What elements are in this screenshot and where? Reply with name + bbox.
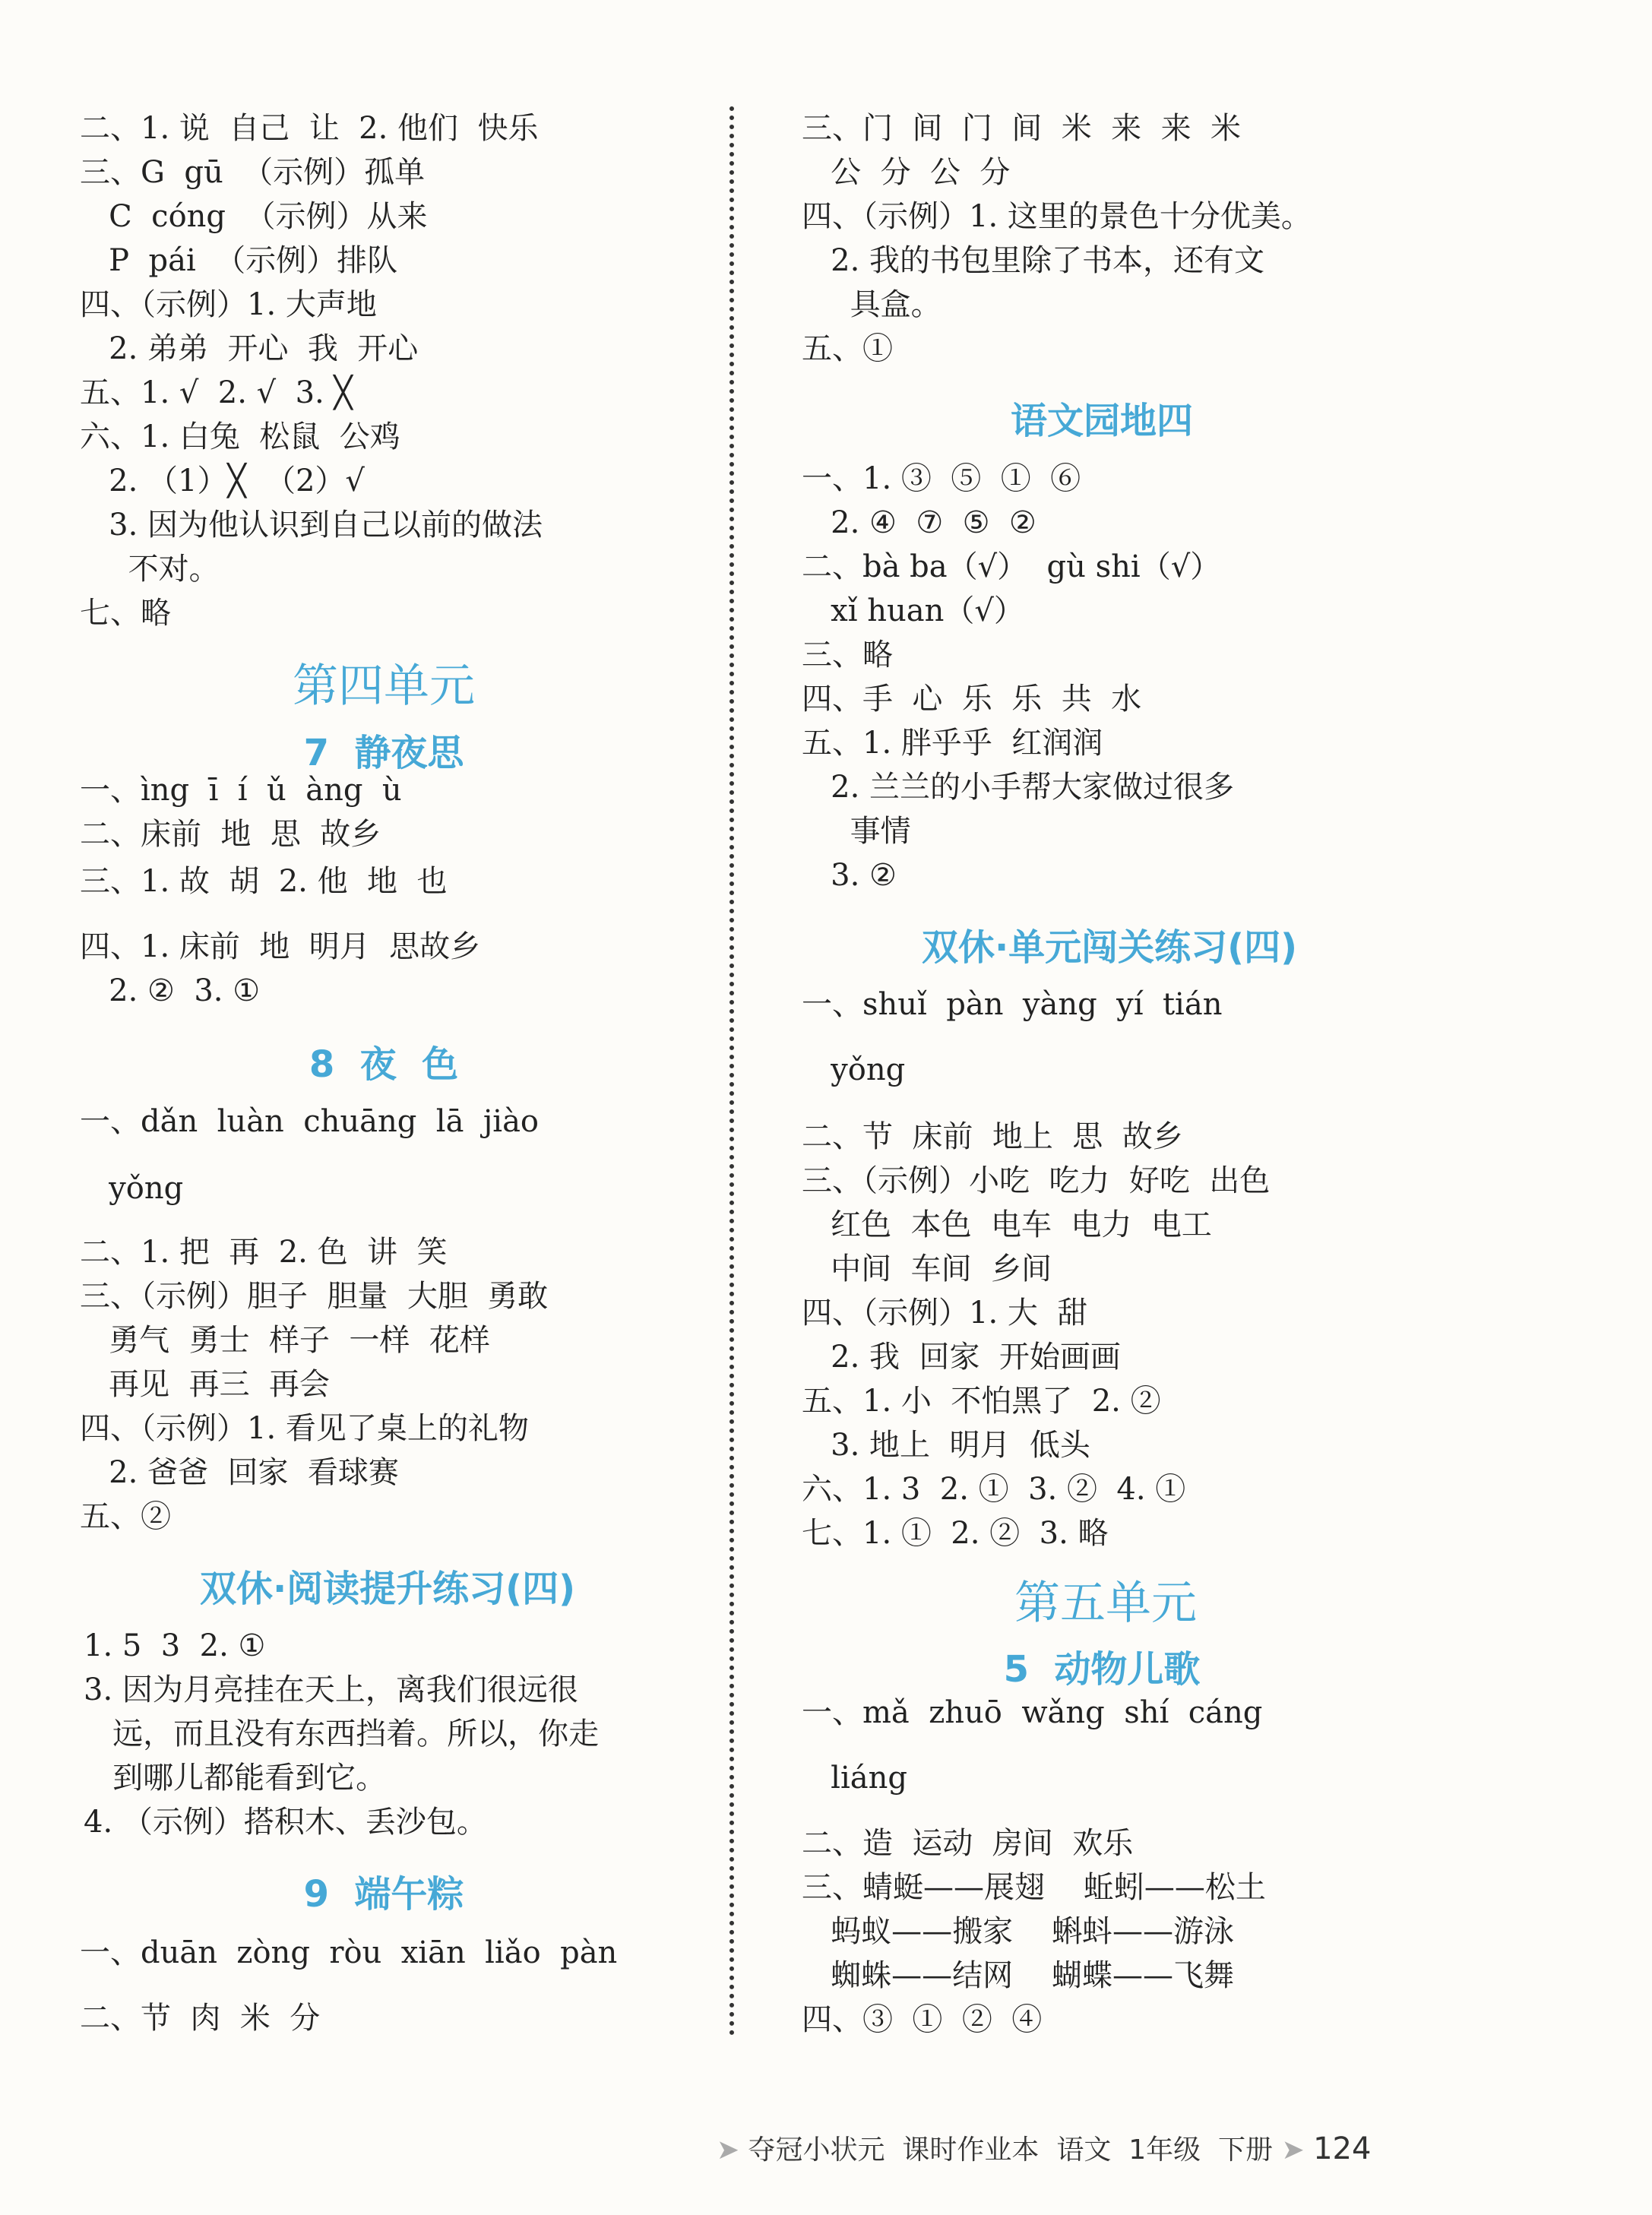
answer-line: 三、略 xyxy=(802,638,893,672)
answer-line: 二、bà ba（√） gù shi（√） xyxy=(802,549,1221,584)
answer-line: 2. ② 3. ① xyxy=(80,973,261,1008)
arrow-icon: ➤ xyxy=(1273,2134,1314,2166)
answer-line: 2. 兰兰的小手帮大家做过很多 xyxy=(802,770,1235,805)
answer-line: 一、duān zòng ròu xiān liǎo pàn xyxy=(80,1935,618,1970)
subject: 语文 xyxy=(1056,2134,1112,2166)
answer-line: 六、1. 3 2. ① 3. ② 4. ① xyxy=(802,1472,1186,1507)
answer-line: 四、③ ① ② ④ xyxy=(802,2002,1043,2037)
answer-line: 六、1. 白兔 松鼠 公鸡 xyxy=(80,419,400,454)
page-number: 124 xyxy=(1313,2131,1372,2166)
answer-line: 五、1. √ 2. √ 3. ╳ xyxy=(80,375,353,410)
answer-line: 2. 弟弟 开心 我 开心 xyxy=(80,331,419,366)
brand: 夺冠小状元 xyxy=(748,2134,885,2166)
answer-line: 不对。 xyxy=(80,552,220,587)
answer-line: 一、shuǐ pàn yàng yí tián xyxy=(802,987,1223,1022)
answer-line: 三、G gū （示例）孤单 xyxy=(80,155,426,190)
answer-line: 四、手 心 乐 乐 共 水 xyxy=(802,682,1142,717)
answer-line: 2. （1）╳ （2）√ xyxy=(80,464,365,498)
answer-line: 3. 地上 明月 低头 xyxy=(802,1428,1090,1463)
answer-line: liáng xyxy=(802,1761,907,1796)
answer-line: 二、1. 说 自己 让 2. 他们 快乐 xyxy=(80,111,539,146)
answer-line: yǒng xyxy=(80,1171,184,1206)
answer-line: 到哪儿都能看到它。 xyxy=(84,1761,387,1796)
arrow-icon: ➤ xyxy=(716,2134,748,2166)
answer-line: 远，而且没有东西挡着。所以，你走 xyxy=(84,1717,600,1751)
answer-line: 2. 我 回家 开始画画 xyxy=(802,1340,1121,1375)
answer-line: 四、（示例）1. 看见了桌上的礼物 xyxy=(80,1411,529,1446)
answer-line: 一、mǎ zhuō wǎng shí cáng xyxy=(802,1695,1263,1730)
unit-title: 第四单元 xyxy=(293,660,475,713)
answer-line: 一、1. ③ ⑤ ① ⑥ xyxy=(802,461,1081,496)
answer-line: 四、1. 床前 地 明月 思故乡 xyxy=(80,929,481,964)
section-title: 8 夜 色 xyxy=(309,1043,459,1086)
answer-line: 三、（示例）小吃 吃力 好吃 出色 xyxy=(802,1163,1271,1198)
answer-line: 1. 5 3 2. ① xyxy=(84,1628,266,1663)
answer-line: 二、床前 地 思 故乡 xyxy=(80,817,381,852)
answer-line: 二、节 床前 地上 思 故乡 xyxy=(802,1119,1183,1154)
grade: 1年级 xyxy=(1128,2134,1201,2166)
section-title: 双休·单元闯关练习(四) xyxy=(921,926,1298,969)
answer-line: P pái （示例）排队 xyxy=(80,243,398,278)
answer-line: 3. ② xyxy=(802,858,897,893)
answer-line: 再见 再三 再会 xyxy=(80,1367,331,1402)
answer-line: 二、造 运动 房间 欢乐 xyxy=(802,1826,1134,1861)
answer-line: 一、ìng ī í ǔ àng ù xyxy=(80,773,402,808)
answer-line: 2. ④ ⑦ ⑤ ② xyxy=(802,505,1036,540)
answer-line: 七、略 xyxy=(80,596,171,631)
answer-line: 一、dǎn luàn chuāng lā jiào xyxy=(80,1104,540,1139)
answer-line: xǐ huan（√） xyxy=(802,593,1024,628)
column-divider xyxy=(729,106,734,2036)
answer-line: 3. 因为他认识到自己以前的做法 xyxy=(80,508,543,543)
volume: 下册 xyxy=(1218,2134,1274,2166)
answer-line: 红色 本色 电车 电力 电工 xyxy=(802,1207,1212,1242)
answer-line: 公 分 公 分 xyxy=(802,155,1011,190)
unit-title: 第五单元 xyxy=(1014,1577,1197,1630)
answer-line: 五、① xyxy=(802,331,893,366)
answer-line: 蜘蛛——结网 蝴蝶——飞舞 xyxy=(802,1958,1235,1993)
answer-line: 中间 车间 乡间 xyxy=(802,1251,1052,1286)
section-title: 语文园地四 xyxy=(1010,400,1193,442)
section-title: 双休·阅读提升练习(四) xyxy=(199,1568,576,1610)
answer-line: 四、（示例）1. 大声地 xyxy=(80,287,377,322)
answer-line: 二、节 肉 米 分 xyxy=(80,2001,321,2036)
answer-line: yǒng xyxy=(802,1052,906,1087)
answer-line: 蚂蚁——搬家 蝌蚪——游泳 xyxy=(802,1914,1235,1949)
answer-line: 三、蜻蜓——展翅 蚯蚓——松土 xyxy=(802,1870,1266,1905)
answer-line: 四、（示例）1. 这里的景色十分优美。 xyxy=(802,199,1312,234)
book-title: 课时作业本 xyxy=(902,2134,1040,2166)
page-footer xyxy=(699,2097,1371,2167)
answer-line: 四、（示例）1. 大 甜 xyxy=(802,1296,1088,1331)
answer-line: 五、1. 胖乎乎 红润润 xyxy=(802,726,1103,761)
answer-line: 五、② xyxy=(80,1499,171,1534)
answer-line: 3. 因为月亮挂在天上，离我们很远很 xyxy=(84,1672,578,1707)
answer-line: 三、1. 故 胡 2. 他 地 也 xyxy=(80,864,448,899)
answer-line: 4. （示例）搭积木、丢沙包。 xyxy=(84,1805,487,1840)
answer-line: 2. 爸爸 回家 看球赛 xyxy=(80,1455,399,1490)
answer-line: 事情 xyxy=(802,814,911,849)
section-title: 7 静夜思 xyxy=(303,732,464,774)
answer-line: C cóng （示例）从来 xyxy=(80,199,428,234)
answer-line: 具盒。 xyxy=(802,287,942,322)
answer-line: 三、门 间 门 间 米 来 来 米 xyxy=(802,111,1242,146)
answer-line: 2. 我的书包里除了书本，还有文 xyxy=(802,243,1265,278)
answer-line: 五、1. 小 不怕黑了 2. ② xyxy=(802,1384,1161,1419)
answer-line: 二、1. 把 再 2. 色 讲 笑 xyxy=(80,1235,448,1270)
section-title: 9 端午粽 xyxy=(303,1873,464,1916)
answer-line: 七、1. ① 2. ② 3. 略 xyxy=(802,1516,1109,1551)
answer-line: 三、（示例）胆子 胆量 大胆 勇敢 xyxy=(80,1279,549,1314)
section-title: 5 动物儿歌 xyxy=(1003,1648,1201,1691)
answer-line: 勇气 勇士 样子 一样 花样 xyxy=(80,1323,490,1358)
